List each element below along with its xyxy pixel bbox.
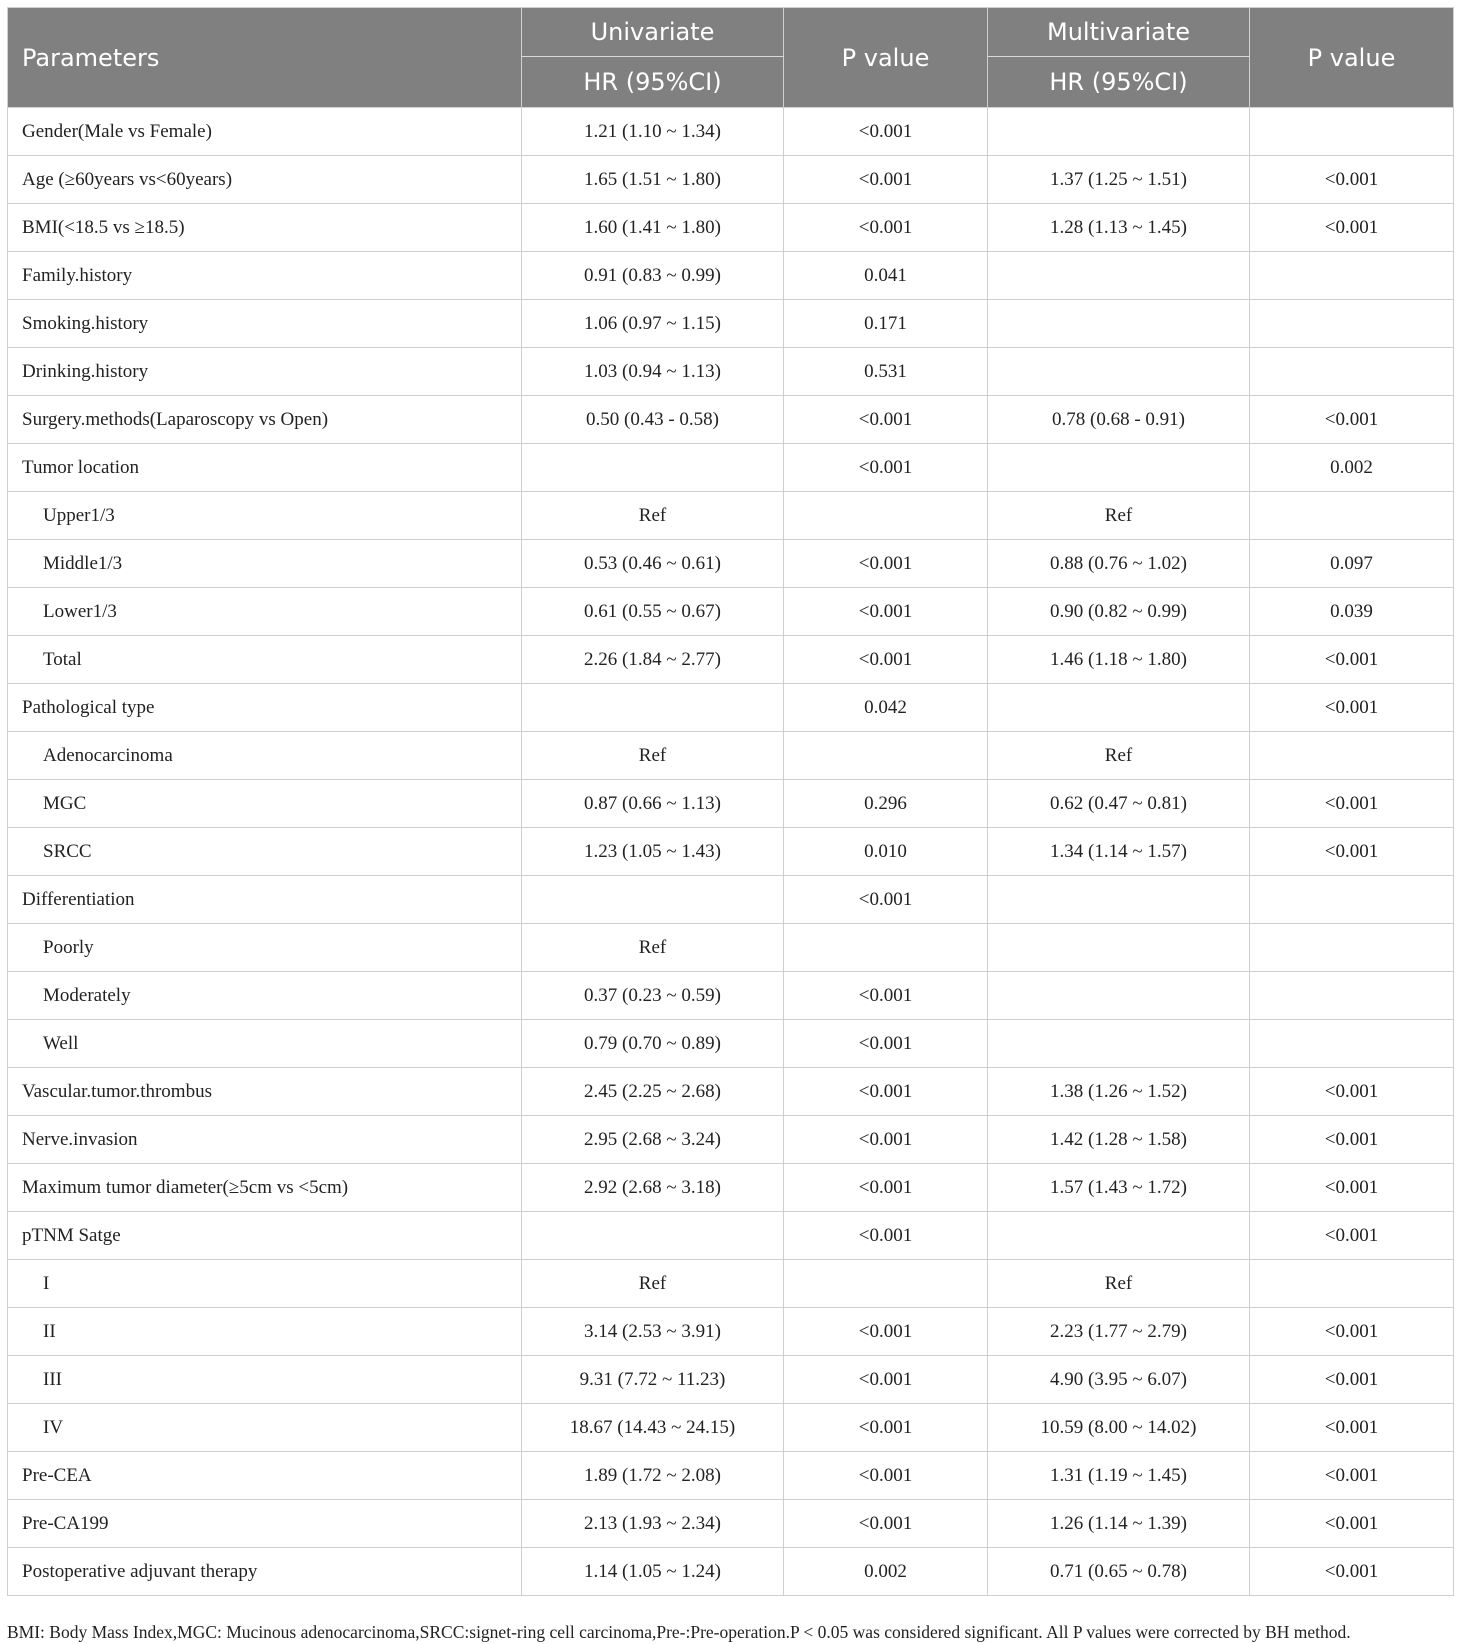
cell-univariate-hr: 1.89 (1.72 ~ 2.08) [522,1452,784,1500]
cell-univariate-p: <0.001 [784,636,988,684]
table-row [8,732,1454,780]
cell-multivariate-hr [988,348,1250,396]
table-row [8,1116,1454,1164]
header-multivariate: Multivariate [988,8,1250,57]
table-row [8,540,1454,588]
cell-univariate-p: <0.001 [784,1020,988,1068]
table-row [8,1212,1454,1260]
cell-univariate-p: <0.001 [784,396,988,444]
cell-multivariate-p: <0.001 [1250,1548,1454,1596]
cell-univariate-hr: 2.13 (1.93 ~ 2.34) [522,1500,784,1548]
cell-multivariate-p [1250,492,1454,540]
cell-parameter: Surgery.methods(Laparoscopy vs Open) [8,396,522,444]
cell-univariate-hr: 2.92 (2.68 ~ 3.18) [522,1164,784,1212]
cell-univariate-p: <0.001 [784,1164,988,1212]
cell-univariate-p: <0.001 [784,1116,988,1164]
cell-univariate-hr: 2.95 (2.68 ~ 3.24) [522,1116,784,1164]
cell-univariate-hr: 1.06 (0.97 ~ 1.15) [522,300,784,348]
cell-univariate-p: <0.001 [784,1356,988,1404]
cell-multivariate-hr [988,252,1250,300]
cell-univariate-hr: Ref [522,924,784,972]
cell-multivariate-hr [988,684,1250,732]
cell-multivariate-hr: 1.28 (1.13 ~ 1.45) [988,204,1250,252]
cell-multivariate-hr: 0.71 (0.65 ~ 0.78) [988,1548,1250,1596]
cell-univariate-p [784,924,988,972]
cell-univariate-p: <0.001 [784,972,988,1020]
header-multivariate-p-value: P value [1250,8,1454,108]
cell-multivariate-p: <0.001 [1250,1452,1454,1500]
cell-multivariate-hr: 1.46 (1.18 ~ 1.80) [988,636,1250,684]
cell-univariate-p [784,732,988,780]
table-row [8,588,1454,636]
cell-univariate-p: <0.001 [784,204,988,252]
cell-multivariate-p [1250,972,1454,1020]
cell-parameter: IV [8,1404,522,1452]
cell-univariate-p: <0.001 [784,1308,988,1356]
cell-multivariate-p: <0.001 [1250,636,1454,684]
header-parameters: Parameters [8,8,522,108]
hazard-ratio-table [7,7,1454,1596]
cell-multivariate-hr: 0.62 (0.47 ~ 0.81) [988,780,1250,828]
cell-parameter: SRCC [8,828,522,876]
table-row [8,828,1454,876]
cell-multivariate-p: 0.039 [1250,588,1454,636]
cell-parameter: Family.history [8,252,522,300]
cell-univariate-hr [522,876,784,924]
table-row [8,1404,1454,1452]
cell-multivariate-p: 0.097 [1250,540,1454,588]
table-row [8,396,1454,444]
table-header [8,8,1454,108]
cell-parameter: Age (≥60years vs<60years) [8,156,522,204]
cell-univariate-hr: 1.60 (1.41 ~ 1.80) [522,204,784,252]
cell-univariate-p: <0.001 [784,1404,988,1452]
cell-multivariate-hr: 0.88 (0.76 ~ 1.02) [988,540,1250,588]
cell-multivariate-p: <0.001 [1250,780,1454,828]
cell-multivariate-hr: 1.34 (1.14 ~ 1.57) [988,828,1250,876]
header-multivariate-hr: HR (95%CI) [988,57,1250,108]
cell-parameter: Total [8,636,522,684]
cell-multivariate-hr [988,1020,1250,1068]
cell-multivariate-p [1250,924,1454,972]
cell-multivariate-hr [988,924,1250,972]
cell-univariate-p: 0.002 [784,1548,988,1596]
cell-univariate-p [784,492,988,540]
cell-parameter: I [8,1260,522,1308]
cell-parameter: Lower1/3 [8,588,522,636]
cell-univariate-hr [522,1212,784,1260]
table-row [8,204,1454,252]
cell-multivariate-p [1250,348,1454,396]
cell-multivariate-p: <0.001 [1250,1404,1454,1452]
header-univariate: Univariate [522,8,784,57]
cell-multivariate-hr [988,108,1250,156]
cell-multivariate-p [1250,108,1454,156]
cell-parameter: Maximum tumor diameter(≥5cm vs <5cm) [8,1164,522,1212]
cell-univariate-p: <0.001 [784,108,988,156]
results-table-container [7,7,1453,1596]
cell-multivariate-hr [988,1212,1250,1260]
cell-parameter: Tumor location [8,444,522,492]
cell-univariate-p: <0.001 [784,1068,988,1116]
cell-multivariate-hr: 1.37 (1.25 ~ 1.51) [988,156,1250,204]
cell-parameter: II [8,1308,522,1356]
cell-parameter: Pre-CA199 [8,1500,522,1548]
cell-multivariate-p: <0.001 [1250,1164,1454,1212]
cell-multivariate-p: <0.001 [1250,1068,1454,1116]
cell-parameter: BMI(<18.5 vs ≥18.5) [8,204,522,252]
cell-multivariate-hr: 0.90 (0.82 ~ 0.99) [988,588,1250,636]
cell-univariate-hr: Ref [522,492,784,540]
cell-multivariate-hr: 4.90 (3.95 ~ 6.07) [988,1356,1250,1404]
header-univariate-hr: HR (95%CI) [522,57,784,108]
cell-multivariate-hr [988,972,1250,1020]
cell-univariate-hr: 3.14 (2.53 ~ 3.91) [522,1308,784,1356]
cell-univariate-hr: 0.37 (0.23 ~ 0.59) [522,972,784,1020]
cell-multivariate-p: <0.001 [1250,396,1454,444]
cell-multivariate-p [1250,1020,1454,1068]
cell-parameter: Drinking.history [8,348,522,396]
cell-multivariate-hr: 2.23 (1.77 ~ 2.79) [988,1308,1250,1356]
table-row [8,1452,1454,1500]
cell-multivariate-p [1250,732,1454,780]
cell-multivariate-p: <0.001 [1250,828,1454,876]
table-row [8,492,1454,540]
cell-multivariate-p [1250,876,1454,924]
cell-parameter: Differentiation [8,876,522,924]
table-row [8,1356,1454,1404]
table-row [8,444,1454,492]
cell-multivariate-hr: 1.57 (1.43 ~ 1.72) [988,1164,1250,1212]
cell-parameter: Moderately [8,972,522,1020]
cell-parameter: Pathological type [8,684,522,732]
cell-univariate-hr: Ref [522,732,784,780]
table-row [8,924,1454,972]
cell-multivariate-p: <0.001 [1250,156,1454,204]
table-row [8,1548,1454,1596]
cell-multivariate-hr: 1.26 (1.14 ~ 1.39) [988,1500,1250,1548]
cell-univariate-p: <0.001 [784,156,988,204]
cell-univariate-hr: 2.45 (2.25 ~ 2.68) [522,1068,784,1116]
cell-multivariate-p: 0.002 [1250,444,1454,492]
cell-univariate-p: 0.042 [784,684,988,732]
cell-univariate-p: <0.001 [784,540,988,588]
table-row [8,1308,1454,1356]
cell-multivariate-hr: Ref [988,1260,1250,1308]
cell-univariate-hr: 1.23 (1.05 ~ 1.43) [522,828,784,876]
table-row [8,780,1454,828]
cell-univariate-p: 0.171 [784,300,988,348]
table-row [8,252,1454,300]
table-row [8,636,1454,684]
cell-parameter: Well [8,1020,522,1068]
cell-multivariate-hr: Ref [988,492,1250,540]
cell-univariate-p: 0.296 [784,780,988,828]
cell-multivariate-p: <0.001 [1250,1500,1454,1548]
cell-univariate-p: 0.010 [784,828,988,876]
cell-parameter: pTNM Satge [8,1212,522,1260]
table-row [8,1020,1454,1068]
cell-univariate-p: <0.001 [784,444,988,492]
cell-univariate-p: <0.001 [784,1452,988,1500]
cell-univariate-hr: 1.21 (1.10 ~ 1.34) [522,108,784,156]
table-row [8,972,1454,1020]
cell-multivariate-hr: 1.31 (1.19 ~ 1.45) [988,1452,1250,1500]
cell-univariate-hr: 2.26 (1.84 ~ 2.77) [522,636,784,684]
cell-univariate-p [784,1260,988,1308]
cell-parameter: Smoking.history [8,300,522,348]
table-row [8,1164,1454,1212]
table-row [8,156,1454,204]
cell-univariate-hr: 1.14 (1.05 ~ 1.24) [522,1548,784,1596]
cell-parameter: Vascular.tumor.thrombus [8,1068,522,1116]
table-row [8,684,1454,732]
cell-multivariate-p [1250,1260,1454,1308]
table-footnote: BMI: Body Mass Index,MGC: Mucinous adenocarcinoma,SRCC:signet-ring cell carcinoma,Pre-:Pre-operation.P < 0.05 was considered significant. All P values were corrected by BH method. [7,1622,1351,1642]
header-univariate-p-value: P value [784,8,988,108]
cell-multivariate-hr: 10.59 (8.00 ~ 14.02) [988,1404,1250,1452]
cell-multivariate-p: <0.001 [1250,1308,1454,1356]
cell-univariate-hr [522,684,784,732]
cell-parameter: Adenocarcinoma [8,732,522,780]
table-row [8,1068,1454,1116]
cell-multivariate-hr: 1.42 (1.28 ~ 1.58) [988,1116,1250,1164]
table-row [8,348,1454,396]
cell-multivariate-hr [988,876,1250,924]
table-row [8,300,1454,348]
cell-univariate-hr: Ref [522,1260,784,1308]
cell-parameter: III [8,1356,522,1404]
cell-univariate-hr: 1.65 (1.51 ~ 1.80) [522,156,784,204]
cell-parameter: MGC [8,780,522,828]
cell-univariate-hr: 0.61 (0.55 ~ 0.67) [522,588,784,636]
cell-univariate-p: <0.001 [784,876,988,924]
cell-parameter: Middle1/3 [8,540,522,588]
cell-multivariate-p: <0.001 [1250,1212,1454,1260]
table-row [8,1500,1454,1548]
cell-univariate-p: 0.041 [784,252,988,300]
cell-univariate-hr: 0.91 (0.83 ~ 0.99) [522,252,784,300]
cell-parameter: Poorly [8,924,522,972]
cell-univariate-p: <0.001 [784,588,988,636]
cell-parameter: Nerve.invasion [8,1116,522,1164]
cell-univariate-hr: 0.53 (0.46 ~ 0.61) [522,540,784,588]
cell-multivariate-hr [988,444,1250,492]
cell-multivariate-p: <0.001 [1250,204,1454,252]
table-row [8,876,1454,924]
cell-univariate-hr [522,444,784,492]
cell-parameter: Postoperative adjuvant therapy [8,1548,522,1596]
cell-multivariate-hr [988,300,1250,348]
cell-univariate-p: <0.001 [784,1212,988,1260]
table-body [8,108,1454,1596]
cell-univariate-p: 0.531 [784,348,988,396]
cell-parameter: Upper1/3 [8,492,522,540]
cell-univariate-hr: 0.50 (0.43 - 0.58) [522,396,784,444]
cell-multivariate-hr: 0.78 (0.68 - 0.91) [988,396,1250,444]
cell-multivariate-p [1250,300,1454,348]
cell-univariate-hr: 0.87 (0.66 ~ 1.13) [522,780,784,828]
cell-multivariate-hr: 1.38 (1.26 ~ 1.52) [988,1068,1250,1116]
table-row [8,108,1454,156]
cell-univariate-hr: 9.31 (7.72 ~ 11.23) [522,1356,784,1404]
cell-univariate-hr: 0.79 (0.70 ~ 0.89) [522,1020,784,1068]
cell-univariate-hr: 1.03 (0.94 ~ 1.13) [522,348,784,396]
cell-parameter: Gender(Male vs Female) [8,108,522,156]
cell-univariate-p: <0.001 [784,1500,988,1548]
cell-multivariate-p: <0.001 [1250,1116,1454,1164]
cell-multivariate-p: <0.001 [1250,1356,1454,1404]
cell-univariate-hr: 18.67 (14.43 ~ 24.15) [522,1404,784,1452]
cell-multivariate-hr: Ref [988,732,1250,780]
cell-parameter: Pre-CEA [8,1452,522,1500]
cell-multivariate-p: <0.001 [1250,684,1454,732]
table-row [8,1260,1454,1308]
cell-multivariate-p [1250,252,1454,300]
